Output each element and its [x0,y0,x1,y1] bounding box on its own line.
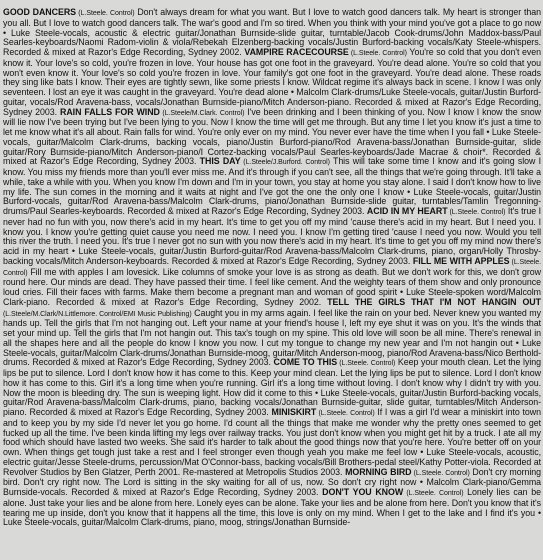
liner-notes-text [3,8,541,560]
liner-notes-paragraph [3,8,541,528]
song-lyrics: Don't always dream for what you want. But I love to watch good dancers talk. My heart is stronger than you all. But I love to watch good dancers talk. The war's good and I'm so tired. When you think with your mind you've got a place to go now [3,8,541,28]
song-credit: (L.Steele. Control) [447,209,506,216]
song-title: MORNING BIRD [345,466,412,477]
song-credit: (L.Steele/M.Clark/N.Littlemore. Control/EMI Music Publishing) [3,310,192,318]
song-title: ACID IN MY HEART [366,206,448,216]
song-credit: (L.Steele. Control) [411,469,470,477]
song-lyrics: Keep your mouth clean. Let the lying lips be put to silence. Lord I don't know how it has come to this. Keep your mind clean. Let the lying lips be put to silence. Lord I don't know how it has come to this. Girl it's a long time when you're running. Girl it's a long time without loving. I don't know why I didn't try with you. Now the moon is bleeding dry. The sun is weeping light. How did it come to this [3,357,541,398]
song-lyrics: Fill me with apples I am lovesick. Like columns of smoke your love is as strong as death. But we don't work for this, we don't grow round here. Our minds are dead. They have passed their time. I feel like cement. And the weighty tears of them show and only pronounce loud cries. Fill their faces with farms. Make them become a pregnant man and woman of good spirit [3,266,541,297]
song-lyrics: Caught you in my arms again. I feel like the rain on your bed. Never knew you wanted my hands up. Tell the girls that I'm not hanging out. Left your name at your friend's house I, left my eye shut it was on you. It's the winds that set your mind up. Tell the girls that I'm not hangin out. This tax's tough on my spine. This old love will soon be all mine. There's renewal in all the shapes here and all the people do know I know you now. I cut my tongue to change my new year and I'm not hangin out [3,307,541,348]
song-lyrics: You're so cold that you don't even know it. Your love's so cold, you're frozen in love. Your house has got one foot in the graveyard. You're dead alone. You're so cold that you won't even know it. Your love's so cold you're frozen in love. Your family's got one foot in the graveyard. You're dead alone. These roads they sing like bats I know. Their eyes are tightly sewn, like some priests I know. Wildcat regime it's always back in scene. I know I was only seventeen. I lost an eye it was caught in the graveyard. You're dead alone [3,47,541,97]
song-title: FILL ME WITH APPLES [412,255,510,266]
song-credit: (L.Steele. Control) [316,410,375,417]
song-lyrics: I've been drinking and I been thinking of you. Now I know I know the snow will lie now I've been trying but I've been lying to you. Now I know the time will get me through. But any time I let you know it's just a time to let me know what it's all about. Rain falls for wind. You're only ever on my mind. You never ever have the time when I you fall [3,106,541,137]
song-personnel: • Luke Steele-spoken word/Malcolm Clark-piano. Recorded & mixed at Razor's Edge Recording, Sydney 2002. [3,287,541,307]
song-personnel: • Luke Steele-vocals, guitar/Justin Burford-vocals, guitar/Rod Aravena-bass/Malcolm Clark-drums, piano/Jonathan Burnside-slide guitar, turntables/Tamlin Tregonning-drums/Paul Searles-keyboards. Recorded & mixed at Razor's Edge Recording, Sydney 2003. [3,186,541,216]
song-lyrics: Don't cry morning bird. Don't cry right now. The Lord is sitting in the sky waiting for all of us, now. So don't cry right now [3,466,541,488]
song-personnel: • Luke Steele-vocals, acoustic, electric guitar/Jesse Steele-drums, percussion/Mat O'Connor-bass, backing vocals/Bill Brothers-pedal steel/Kathy Potter-viola. Recorded at Revolver Studios by Ben Glatzer, Perth 2001. Re-mastered at Metropolis Studios 2003. [3,447,541,477]
song-title: TELL THE GIRLS THAT I'M NOT HANGIN OUT [327,296,541,307]
song-credit: (L.Steele. Control) [3,258,541,277]
song-personnel: • Luke Steele-vocals, guitar/Justin Burford-guitar/Rod Aravena-bass/Malcolm Clark-drums, piano, organ/Holly Throsby-backing vocals/Mitch Anderson-keyboards. Recorded & mixed at Razor's Edge Recording, Sydney 2003. [3,246,541,266]
song-personnel: • Luke Steele-vocals, guitar/Malcolm Clark-drums, backing vocals, piano/Justin Burford-piano/Rod Aravena-bass/Jonathan Burnside-guitar, slide guitar/Rory Burnside-piano/Mitch Anderson-piano/I Cortez-backing vocals/Paul Searles-keyboards/Jade Macrae & choir*. Recorded & mixed at Razor's Edge Recording, Sydney 2003. [3,127,541,167]
song-title: VAMPIRE RACECOURSE [244,47,349,57]
song-credit: (L.Steele/J.Burford. Control) [240,159,330,167]
song-personnel: • Luke Steele-vocals, guitar/Malcolm Clark-drums/Jonathan Burnside-moog, guitar/Mitch Anderson-moog, piano/Rod Aravena-bass/Nico Berthold-drums. Recorded & mixed at Razor's Edge Recording, Sydney 2003. [3,337,541,368]
song-credit: (L.Steele. Control) [403,490,464,497]
song-credit: (L.Steele. Control) [337,360,396,368]
song-lyrics: Lonely lies can be alone. Just take your lies and be alone from here. Lonely eyes can be alone. Take your lies and be alone from here. Don't you know that it's tearing me up inside, don't you know that it happens all the time, this love is only on my mind. When I get to the lake and I find it's you [3,487,541,518]
song-title: GOOD DANCERS [3,8,77,17]
song-title: COME TO THIS [273,357,338,368]
song-personnel: • Malcolm Clark-drums/Luke Steele-vocals, guitar/Justin Burford-guitar, vocals/Rod Aravena-bass, vocals/Jonathan Burnside-piano/Mitch Anderson-piano. Recorded & mixed at Razor's Edge Recording, Sydney 2003. [3,87,541,117]
song-personnel: • Luke Steele-vocals, acoustic & electric guitar/Jonathan Burnside-slide guitar, turntable/Jacob Cook-drums/John Maddox-bass/Paul Searles-keyboards/Naomi Radom-violin & viola/Rebekah Elzenberg-backing vocals/Justin Burford-backing vocals/Katy Steele-whispers. Recorded & mixed at Razor's Edge Recording, Sydney 2002. [3,27,541,57]
song-credit: (L.Steele/M.Clark. Control) [159,109,245,117]
song-title: DON'T YOU KNOW [322,487,404,497]
song-lyrics: It's true I never had no fun with you, now there's acid in my heart. It's time to get you off my mind 'cause there's acid in my heart. But I need you. I know you. I know you're getting quiet cause you need me now. I need you. I know I'm getting tired 'cause I need you now. Would you tell this river the truth. I need you. It's true I never got no sun with you now there's acid in my heart. It's time to get you off my mind now there's acid in my heart [3,206,541,256]
song-personnel: • Luke Steele-vocals, guitar/Justin Burford-backing vocals, guitar/Rod Aravena-bass/Malcolm Clark-drums, piano, backing vocals/Jonathan Burnside-guitar, slide guitar, turntables/Mitch Anderson-piano. Recorded & mixed at Razor's Edge Recording, Sydney 2003. [3,387,541,417]
song-title: MINISKIRT [271,407,317,417]
song-credit: (L.Steele. Control) [348,50,407,57]
song-credit: (L.Steele. Control) [76,10,135,17]
song-lyrics: If I was a girl I'd wear a miniskirt into town and to keep you by my side I'd never let you go home. I'd count all the things that make me wonder why the pretty ones seemed to get fucked up all the time. I've been kinda lifting my legs over railway tracks. You just don't know when you might get hit by a truck. I ate all my food which should have lasted two weeks. She said it's harder to talk about the good things now that you're here. You're better off on your own. When things get tough just take a rest and I feel stronger even though yeah you make me feel low [3,407,541,457]
song-title: RAIN FALLS FOR WIND [59,106,160,117]
song-lyrics: This will take some time I know and it's going slow I know. You miss my friends more than you'll ever miss me. And it's through if you can't see, all the things that we're going through. It'll take a while, take a while with you. When you know I'm down and I'm in your town, you stay at home you stay alone. I said I don't know how to live my life. The sun comes in the morning and it waits at night and I've got the one the only one I know [3,156,541,197]
song-personnel: • Malcolm Clark-piano/Gemma Burnside-vocals. Recorded & mixed at Razor's Edge Recording, Sydney 2003. [3,477,541,497]
song-personnel: • Luke Steele-vocals, guitar/Malcolm Clark-drums, piano, moog, strings/Jonathan Burnside- [3,507,541,528]
song-title: THIS DAY [199,156,241,167]
